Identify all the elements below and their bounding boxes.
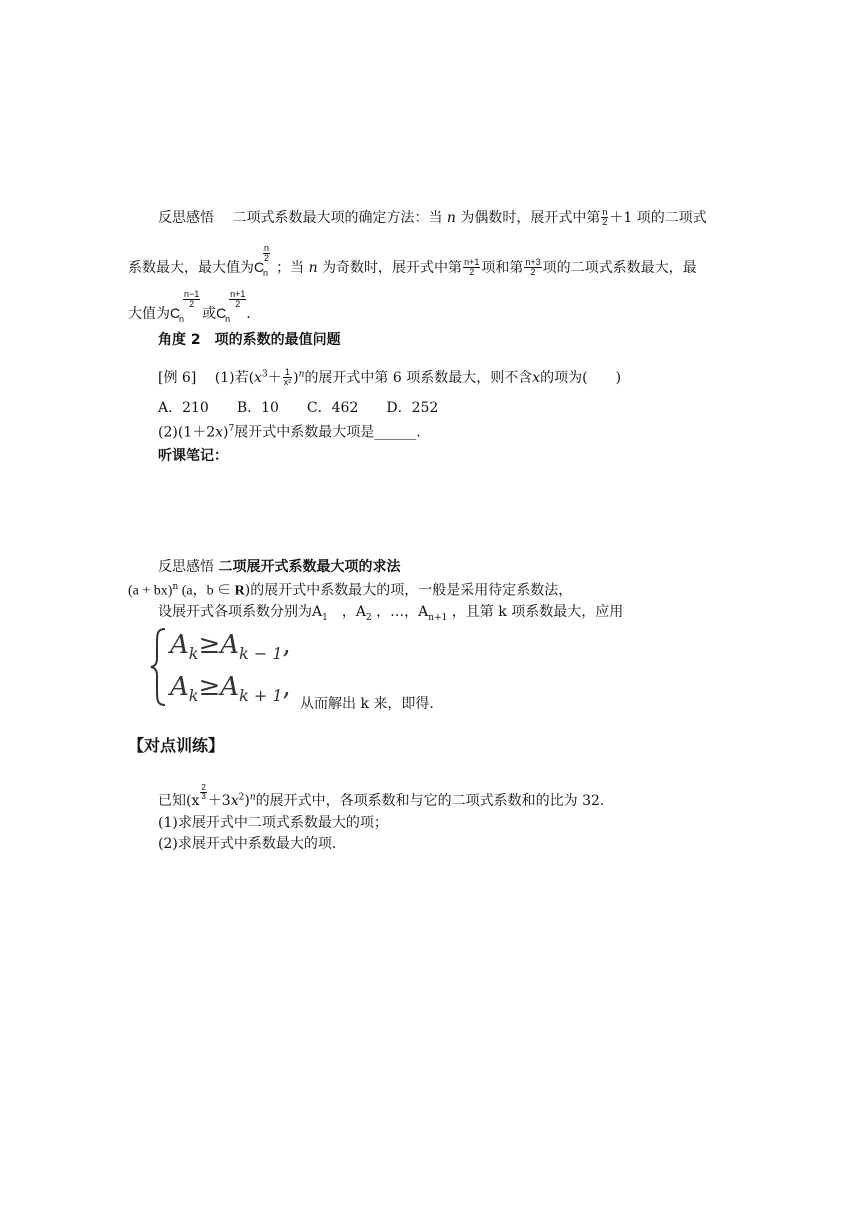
- punct: ,: [282, 630, 291, 660]
- reflection-text: 二项式系数最大项的确定方法：当: [232, 209, 443, 226]
- op: ≥A: [198, 630, 240, 660]
- var-A: A: [170, 672, 189, 702]
- reflection-text: ，且第 k 项系数最大，应用: [447, 604, 624, 620]
- fraction-n-plus-3-over-2: [524, 258, 541, 278]
- reflection-2-heading: [158, 560, 400, 574]
- example-6-options: A．210 B．10 C．462 D．252: [158, 400, 439, 416]
- example-label: [例 6]: [158, 369, 197, 386]
- notes-label: 听课笔记：: [158, 448, 228, 464]
- training-part-2: (2)求展开式中系数最大的项.: [158, 836, 337, 852]
- reflection-2-tail: 从而解出 k 来，即得.: [300, 696, 434, 712]
- question-text: ): [223, 424, 229, 441]
- reflection-title: 二项展开式系数最大项的求法: [218, 559, 401, 575]
- binom-sub: n: [179, 314, 185, 324]
- training-question: [158, 784, 604, 808]
- reflection-text: 大值为: [128, 306, 170, 322]
- reflection-line-2: [128, 242, 697, 278]
- example-6-question-2: [158, 425, 421, 440]
- binom-sup-frac: [229, 290, 246, 310]
- reflection-text: 或: [202, 306, 217, 322]
- sub: 2: [365, 612, 372, 623]
- frac-num: n: [602, 207, 608, 217]
- var-A: A: [170, 630, 189, 660]
- sup: n: [298, 369, 305, 380]
- binomial-C-n-n2: [254, 242, 270, 278]
- angle-2-heading: 角度 2 项的系数的最值问题: [158, 332, 341, 348]
- frac-num: n: [264, 242, 270, 253]
- frac-den: 2: [530, 267, 536, 278]
- binom-sup-frac: [263, 244, 270, 264]
- question-text: ): [244, 793, 250, 810]
- reflection-label: 反思感悟: [158, 209, 214, 226]
- binom-sub: n: [225, 314, 231, 324]
- sub: k + 1: [239, 686, 283, 705]
- var-x: x: [230, 793, 239, 810]
- reflection-line-3: [128, 289, 251, 324]
- reflection-text: ，…，A: [371, 604, 429, 620]
- training-part-1: (1)求展开式中二项式系数最大的项；: [158, 815, 388, 831]
- reflection-text: ＋1 项的二项式: [609, 209, 707, 226]
- reflection-text: 为奇数时，展开式中第: [322, 259, 463, 276]
- frac-num: n+1: [230, 289, 246, 299]
- frac-den: 2: [469, 267, 475, 278]
- binom-C: C: [254, 258, 265, 275]
- var-x: x: [215, 424, 224, 441]
- expr: (a + bx): [128, 583, 173, 599]
- reflection-text: .: [246, 306, 251, 322]
- question-text: 已知(x: [158, 793, 200, 810]
- reflection-text: 设展开式各项系数分别为A: [158, 604, 323, 620]
- var-x: x: [532, 369, 541, 386]
- frac-den: 2: [235, 299, 241, 310]
- sup: 7: [228, 424, 235, 434]
- question-text: 的展开式中第 6 项系数最大，则不含: [304, 369, 533, 386]
- binom-C: C: [170, 305, 181, 321]
- var-n: n: [308, 259, 318, 276]
- frac-den: x²: [283, 377, 292, 388]
- question-text: (1)若(: [214, 369, 255, 386]
- binom-sub: n: [263, 267, 269, 278]
- frac-num: 1: [283, 368, 293, 378]
- frac-den: 2: [602, 217, 608, 228]
- var-n: n: [446, 209, 456, 226]
- reflection-label: 反思感悟: [158, 559, 214, 575]
- fraction-n-plus-1-over-2: [463, 258, 480, 278]
- sub: n+1: [428, 612, 448, 623]
- reflection-2-line-2: [158, 605, 623, 623]
- sub: k − 1: [239, 644, 283, 663]
- reflection-text: )的展开式中系数最大的项，一般是采用待定系数法，: [244, 582, 573, 599]
- question-text: (2)(1＋2: [158, 424, 216, 441]
- sup: n: [249, 792, 256, 803]
- inequality-1: [170, 630, 291, 663]
- frac-den: 3: [201, 792, 206, 802]
- set-R: R: [234, 583, 245, 599]
- sup: 2: [238, 792, 245, 803]
- question-text: ＋: [267, 369, 282, 386]
- question-text: 的展开式中，各项系数和与它的二项式系数和的比为 32.: [255, 793, 605, 810]
- reflection-text: ；当: [276, 259, 305, 276]
- frac-num: n+3: [525, 257, 541, 267]
- fraction-exp-2-3: [200, 784, 206, 802]
- reflection-paragraph-1: [158, 208, 707, 228]
- fraction-n-over-2: [601, 208, 608, 228]
- fraction-1-over-x2: [283, 368, 293, 388]
- reflection-2-line-1: [128, 583, 572, 599]
- binom-sup-frac: [183, 290, 200, 310]
- sub: 1: [322, 612, 328, 623]
- frac-num: 2: [201, 783, 206, 792]
- frac-den: 2: [189, 299, 195, 310]
- frac-num: n+1: [464, 257, 480, 267]
- reflection-text: 项和第: [481, 259, 524, 276]
- question-text: ): [293, 369, 299, 386]
- op: ≥A: [198, 672, 240, 702]
- reflection-text: ，A: [327, 604, 366, 620]
- frac-den: 2: [264, 253, 270, 264]
- binomial-C-n-nm1: [170, 289, 200, 324]
- expr: (a，b ∈: [178, 583, 235, 599]
- question-text: ＋3: [207, 793, 231, 810]
- sub: k: [188, 686, 199, 705]
- reflection-text: 系数最大，最大值为: [128, 259, 254, 276]
- reflection-text: 为偶数时，展开式中第: [460, 209, 601, 226]
- sub: k: [188, 644, 199, 663]
- training-heading: 【对点训练】: [128, 736, 225, 755]
- reflection-text: 项的二项式系数最大，最: [542, 259, 697, 276]
- sup: n: [172, 582, 179, 592]
- var-x: x: [254, 369, 262, 386]
- brace-icon: [148, 626, 170, 708]
- example-6-question-1: [158, 368, 621, 388]
- frac-num: n−1: [184, 289, 200, 299]
- binom-C: C: [216, 305, 227, 321]
- inequality-2: [170, 672, 291, 705]
- punct: ,: [282, 672, 291, 702]
- question-text: 展开式中系数最大项是______.: [234, 424, 421, 441]
- question-text: 的项为( ): [540, 369, 622, 386]
- binomial-C-n-np1: [216, 289, 246, 324]
- sup: 3: [261, 369, 268, 380]
